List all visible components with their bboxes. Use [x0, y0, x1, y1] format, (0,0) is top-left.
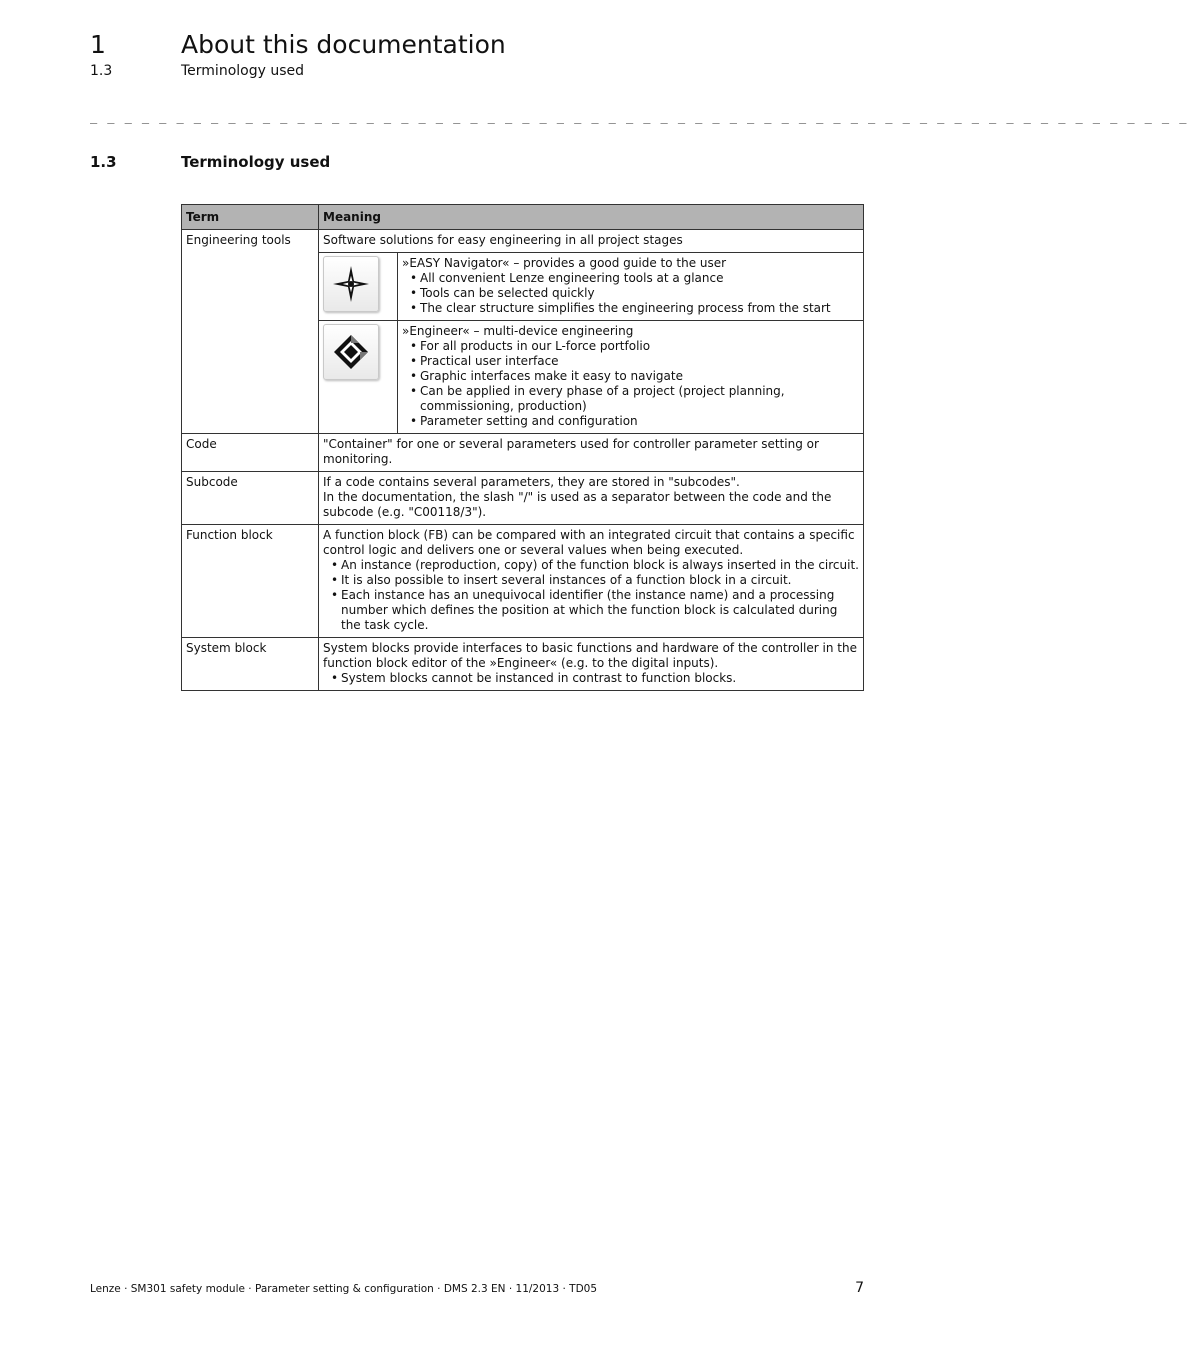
list-item: • An instance (reproduction, copy) of the function block is always inserted in the circuit.	[331, 558, 859, 573]
engineering-tools-intro: Software solutions for easy engineering in all project stages	[319, 230, 864, 253]
list-item: • All convenient Lenze engineering tools at a glance	[410, 271, 859, 286]
list-item: • Can be applied in every phase of a project (project planning, commissioning, production)	[410, 384, 859, 414]
meaning-function-block	[319, 525, 864, 638]
page-footer: Lenze · SM301 safety module · Parameter setting & configuration · DMS 2.3 EN · 11/2013 · TD05	[90, 1283, 598, 1295]
table-row	[182, 472, 864, 525]
term-system-block: System block	[182, 638, 319, 691]
list-item: • Practical user interface	[410, 354, 859, 369]
list-item: • Each instance has an unequivocal identifier (the instance name) and a processing number which defines the position at which the function block is calculated during the task cycle.	[331, 588, 859, 633]
term-engineering-tools: Engineering tools	[182, 230, 319, 434]
column-header-meaning: Meaning	[319, 205, 864, 230]
term-code: Code	[182, 434, 319, 472]
meaning-subcode	[319, 472, 864, 525]
engineer-description	[398, 321, 864, 434]
engineer-icon-cell	[319, 321, 398, 434]
term-subcode: Subcode	[182, 472, 319, 525]
list-item: • It is also possible to insert several instances of a function block in a circuit.	[331, 573, 859, 588]
navigator-title: »EASY Navigator« – provides a good guide to the user	[402, 256, 727, 270]
navigator-bullets	[402, 271, 859, 316]
meaning-system-block	[319, 638, 864, 691]
list-item: • Tools can be selected quickly	[410, 286, 859, 301]
list-item: • The clear structure simplifies the engineering process from the start	[410, 301, 859, 316]
meaning-code: "Container" for one or several parameters used for controller parameter setting or monitoring.	[319, 434, 864, 472]
table-row	[182, 230, 864, 253]
engineer-diamond-icon	[323, 324, 379, 380]
subcode-line-2: In the documentation, the slash "/" is used as a separator between the code and the subcode (e.g. "C00118/3").	[323, 490, 832, 519]
list-item: • System blocks cannot be instanced in contrast to function blocks.	[331, 671, 859, 686]
terminology-table	[181, 204, 864, 691]
running-section-number: 1.3	[90, 63, 113, 79]
table-row	[182, 638, 864, 691]
list-item: • For all products in our L-force portfolio	[410, 339, 859, 354]
page-number: 7	[855, 1280, 864, 1296]
engineer-title: »Engineer« – multi-device engineering	[402, 324, 634, 338]
list-item: • Parameter setting and configuration	[410, 414, 859, 429]
chapter-title: About this documentation	[181, 30, 506, 59]
table-row	[182, 525, 864, 638]
running-section-title: Terminology used	[181, 63, 305, 79]
table-row	[182, 434, 864, 472]
list-item: • Graphic interfaces make it easy to navigate	[410, 369, 859, 384]
header-separator: _ _ _ _ _ _ _ _ _ _ _ _ _ _ _ _ _ _ _ _ _ _ _ _ _ _ _ _ _ _ _ _ _ _ _ _ _ _ _ _ _ _ _ _ _ _ _ _ _ _ _ _ _ _ _ _ _ _ _ _ _ _ _ _	[90, 110, 1188, 124]
system-block-bullets	[323, 671, 859, 686]
easy-navigator-compass-icon	[323, 256, 379, 312]
section-heading-number: 1.3	[90, 153, 117, 171]
function-block-bullets	[323, 558, 859, 633]
chapter-number: 1	[90, 30, 106, 59]
section-heading-title: Terminology used	[181, 153, 331, 171]
system-block-intro: System blocks provide interfaces to basic functions and hardware of the controller in the function block editor of the »Engineer« (e.g. to the digital inputs).	[323, 641, 857, 670]
column-header-term: Term	[182, 205, 319, 230]
navigator-icon-cell	[319, 253, 398, 321]
function-block-intro: A function block (FB) can be compared with an integrated circuit that contains a specific control logic and delivers one or several values when being executed.	[323, 528, 855, 557]
term-function-block: Function block	[182, 525, 319, 638]
subcode-line-1: If a code contains several parameters, they are stored in "subcodes".	[323, 475, 740, 489]
navigator-description	[398, 253, 864, 321]
engineer-bullets	[402, 339, 859, 429]
table-header-row	[182, 205, 864, 230]
